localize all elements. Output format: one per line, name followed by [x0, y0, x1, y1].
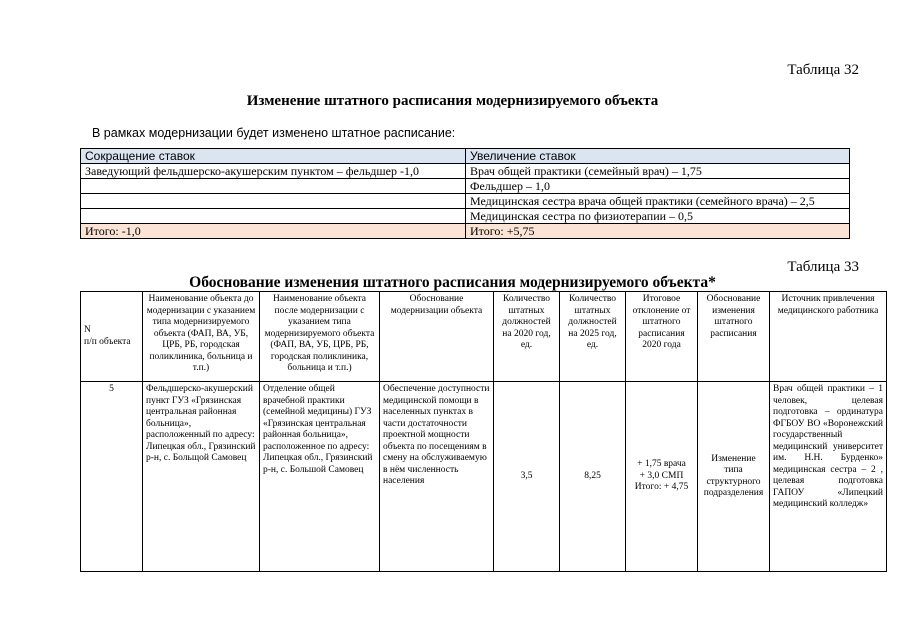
header-deviation: Итоговое отклонение от штатного расписания 2020 года	[626, 292, 698, 382]
table-33-label: Таблица 33	[787, 259, 859, 275]
table-header-row	[81, 149, 850, 164]
increase-total: Итого: +5,75	[466, 224, 850, 239]
reduction-cell	[81, 209, 466, 224]
table-row	[81, 164, 850, 179]
row-justification: Обеспечение доступности медицинской помощи в населенных пунктах в части достаточности проектной мощности объекта по посещениям в смену на обслуживаемую в нём численность населения	[380, 382, 494, 572]
deviation-total: Итого: + 4,75	[634, 482, 689, 493]
row-after: Отделение общей врачебной практики (семейной медицины) ГУЗ «Грязинская центральная районная больница», расположенное по адресу: Липецкая обл., Грязинский р-н, с. Большой Самовец	[260, 382, 380, 572]
row-count-2020: 3,5	[494, 382, 560, 572]
header-after: Наименование объекта после модернизации с указанием типа модернизируемого объекта (ФАП, ВА, УБ, ЦРБ, РБ, городская поликлиника, больница и т.п.)	[260, 292, 380, 382]
header-number-line2: п/п объекта	[84, 336, 131, 347]
table-32-title: Изменение штатного расписания модернизируемого объекта	[246, 93, 659, 109]
reduction-cell: Заведующий фельдшерско-акушерским пунктом – фельдшер -1,0	[81, 164, 466, 179]
row-number: 5	[81, 382, 143, 572]
header-number-line1: N	[84, 325, 91, 335]
row-count-2025: 8,25	[560, 382, 626, 572]
increase-cell: Медицинская сестра по физиотерапии – 0,5	[466, 209, 850, 224]
table-header-row	[81, 292, 887, 382]
table-row	[81, 382, 887, 572]
staffing-justification-table	[80, 291, 887, 572]
staffing-change-table	[80, 148, 850, 239]
increase-cell: Врач общей практики (семейный врач) – 1,75	[466, 164, 850, 179]
reduction-cell	[81, 194, 466, 209]
header-reduction: Сокращение ставок	[81, 149, 466, 164]
reduction-total: Итого: -1,0	[81, 224, 466, 239]
increase-cell: Медицинская сестра врача общей практики (семейного врача) – 2,5	[466, 194, 850, 209]
table-row	[81, 194, 850, 209]
header-before: Наименование объекта до модернизации с указанием типа модернизируемого объекта (ФАП, ВА, УБ, ЦРБ, РБ, городская поликлиника, больница и т.п.)	[143, 292, 260, 382]
row-before: Фельдшерско-акушерский пункт ГУЗ «Грязинская центральная районная больница», расположенный по адресу: Липецкая обл., Грязинский р-н, с. Больщой Самовец	[143, 382, 260, 572]
table-33-title: Обоснование изменения штатного расписания модернизируемого объекта*	[189, 274, 716, 291]
deviation-nurse: + 3,0 СМП	[639, 470, 684, 481]
header-count-2020: Количество штатных должностей на 2020 год, ед.	[494, 292, 560, 382]
table-row	[81, 209, 850, 224]
header-justification: Обоснование модернизации объекта	[380, 292, 494, 382]
table-32-label: Таблица 32	[787, 62, 859, 78]
row-change-reason: Изменение типа структурного подразделения	[698, 382, 770, 572]
header-increase: Увеличение ставок	[466, 149, 850, 164]
increase-cell: Фельдшер – 1,0	[466, 179, 850, 194]
header-count-2025: Количество штатных должностей на 2025 год, ед.	[560, 292, 626, 382]
intro-text: В рамках модернизации будет изменено штатное расписание:	[92, 126, 456, 140]
row-deviation	[626, 382, 698, 572]
header-source: Источник привлечения медицинского работника	[770, 292, 887, 382]
header-number	[81, 292, 143, 382]
table-row	[81, 179, 850, 194]
total-row	[81, 224, 850, 239]
deviation-doctor: + 1,75 врача	[637, 459, 686, 470]
reduction-cell	[81, 179, 466, 194]
header-change-reason: Обоснование изменения штатного расписания	[698, 292, 770, 382]
row-source: Врач общей практики – 1 человек, целевая подготовка – ординатура ФГБОУ ВО «Воронежский государственный медицинский университет им. Н.Н. Бурденко» медицинская сестра – 2 , целевая подготовка ГАПОУ «Липецкий медицинский колледж»	[770, 382, 887, 572]
